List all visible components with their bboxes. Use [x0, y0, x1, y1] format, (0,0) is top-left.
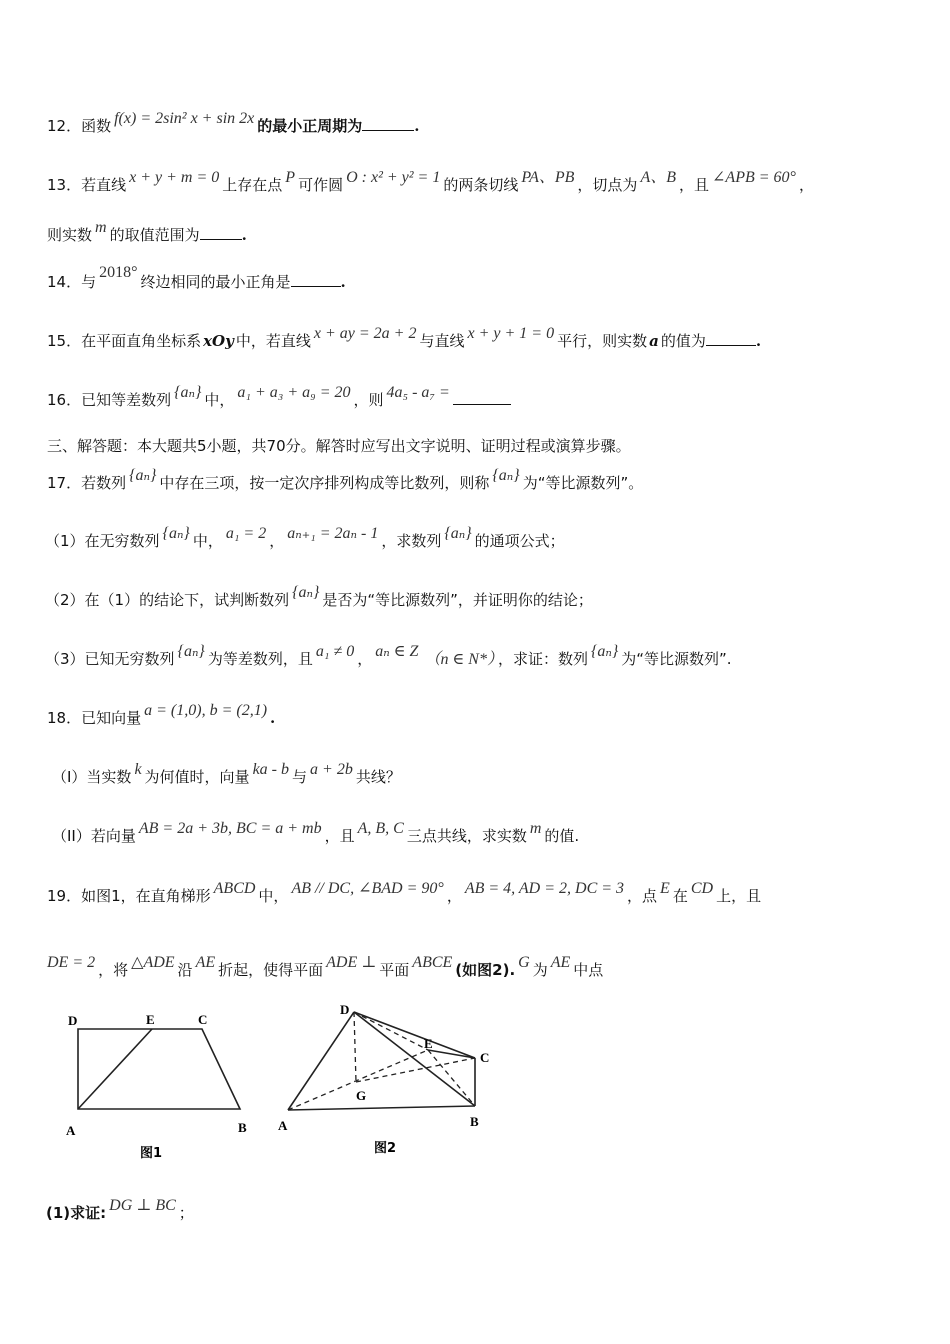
problem-19-part1: (1)求证: DG ⊥ BC ；: [46, 1197, 194, 1222]
problem-17-part2: （2）在（1）的结论下，试判断数列 {aₙ} 是否为“等比源数列”，并证明你的结论；: [45, 584, 593, 609]
label-c: C: [198, 1012, 208, 1027]
figure-2-folded: [268, 998, 508, 1163]
label-b: B: [470, 1114, 479, 1129]
figure-2-caption: 图2: [374, 1141, 397, 1156]
problem-17-part1: （1）在无穷数列 {aₙ} 中， a₁ = 2 ， aₙ₊₁ = 2aₙ - 1 ，求数列 {aₙ} 的通项公式；: [45, 525, 565, 550]
label-e: E: [146, 1012, 155, 1027]
problem-13: 13．若直线 x + y + m = 0 上存在点 P 可作圆 O : x² + y² = 1 的两条切线 PA、PB ，切点为 A、B ，且 ∠APB = 60° ，: [47, 169, 814, 194]
p12-function: f(x) = 2sin² x + sin 2x: [114, 110, 255, 127]
problem-12: 12．函数 f(x) = 2sin² x + sin 2x 的最小正周期为 .: [47, 110, 420, 135]
problem-13-cont: 则实数 m 的取值范围为 .: [47, 219, 247, 244]
label-d: D: [340, 1002, 350, 1017]
label-b: B: [238, 1120, 247, 1135]
trapezoid-abcd: [78, 1029, 240, 1109]
problem-19: 19．如图1，在直角梯形 ABCD 中， AB // DC, ∠BAD = 90° ， AB = 4, AD = 2, DC = 3 ，点 E 在 CD 上，且: [47, 880, 762, 905]
figure-1-caption: 图1: [140, 1146, 163, 1161]
segment-ae: [78, 1029, 152, 1109]
answer-blank: [362, 116, 414, 131]
label-e: E: [424, 1036, 433, 1051]
answer-blank: [706, 331, 756, 346]
problem-16: 16．已知等差数列 {aₙ} 中， a₁ + a₃ + a₉ = 20 ，则 4a₅ - a₇ =: [47, 390, 920, 411]
label-c: C: [480, 1050, 490, 1065]
problem-19-cont: DE = 2 ，将 △ADE 沿 AE 折起，使得平面 ADE ⊥ 平面 ABCE (如图2). G 为 AE 中点: [47, 954, 604, 979]
answer-blank: [453, 390, 511, 405]
p12-number: 12．: [47, 117, 82, 135]
answer-blank: [200, 225, 242, 240]
problem-18: 18．已知向量 a = (1,0), b = (2,1) .: [47, 702, 276, 727]
problem-17: 17．若数列 {aₙ} 中存在三项，按一定次序排列构成等比数列，则称 {aₙ} 为“等比源数列”。: [47, 467, 644, 492]
label-g: G: [356, 1088, 367, 1103]
label-d: D: [68, 1013, 78, 1028]
problem-17-part3: （3）已知无穷数列 {aₙ} 为等差数列，且 a₁ ≠ 0 ， aₙ ∈ Z （n ∈ N*） ，求证：数列 {aₙ} 为“等比源数列”.: [45, 643, 732, 668]
figure-1-trapezoid: [60, 1005, 260, 1165]
problem-14: 14．与2018°终边相同的最小正角是 .: [47, 264, 346, 291]
problem-18-part1: （I）当实数 k 为何值时，向量 ka - b 与 a + 2b 共线？: [52, 761, 401, 786]
answer-blank: [291, 272, 341, 287]
section-heading: 三、解答题：本大题共5小题，共70分。解答时应写出文字说明、证明过程或演算步骤。: [47, 437, 631, 455]
problem-18-part2: （II）若向量 AB = 2a + 3b, BC = a + mb ，且 A, B, C 三点共线，求实数 m 的值.: [52, 820, 580, 845]
problem-15: 15．在平面直角坐标系 xOy 中，若直线 x + ay = 2a + 2 与直线 x + y + 1 = 0 平行，则实数 a 的值为 .: [47, 325, 762, 350]
label-a: A: [66, 1123, 76, 1138]
label-a: A: [278, 1118, 288, 1133]
